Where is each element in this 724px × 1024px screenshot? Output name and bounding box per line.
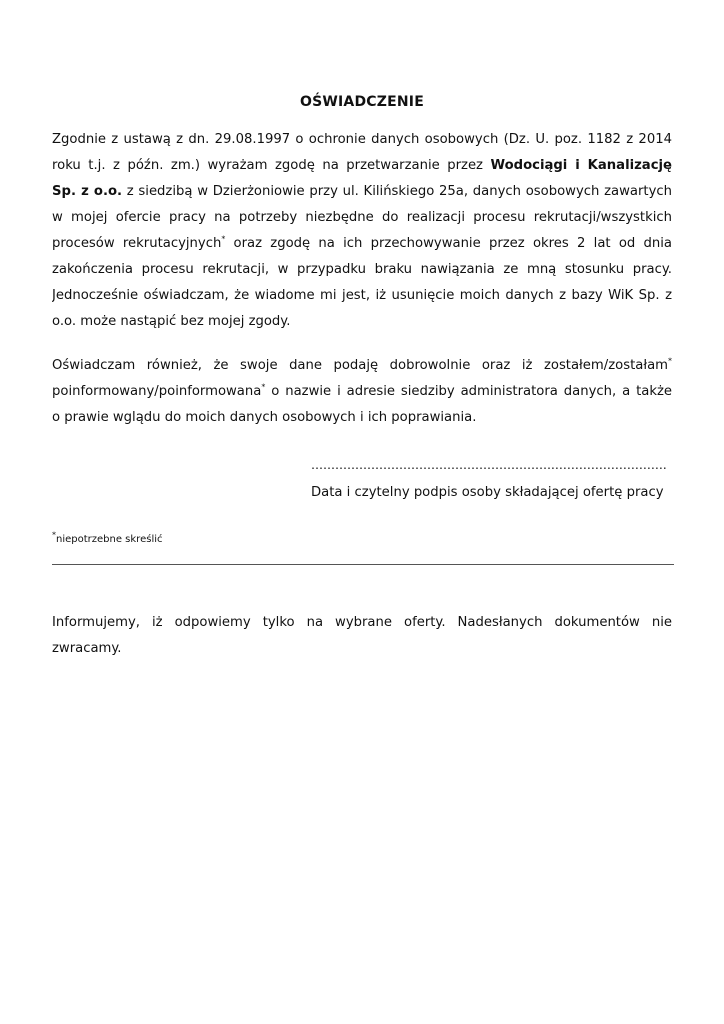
declaration-paragraph	[52, 353, 672, 431]
consent-line-1: Zgodnie z ustawą z dn. 29.08.1997 o ochronie danych osobowych (Dz. U. poz. 1182 z 2014	[52, 132, 672, 147]
footnote-marker: *	[261, 382, 266, 392]
footnote-text: niepotrzebne skreślić	[56, 534, 163, 545]
consent-line-3-text: z siedzibą w Dzierżoniowie przy ul. Kilińskiego 25a, danych osobowych zawartych	[122, 184, 672, 199]
signature-line: …………………………………………………….……………………….	[311, 458, 667, 472]
declaration-line-3: o prawie wglądu do moich danych osobowych i ich poprawiania.	[52, 410, 477, 425]
divider-line	[52, 564, 674, 565]
company-name: Wodociągi i Kanalizację	[490, 158, 672, 173]
declaration-line-1	[52, 353, 672, 379]
declaration-line-1-text: Oświadczam również, że swoje dane podaję dobrowolnie oraz iż zostałem/zostałam	[52, 358, 668, 373]
consent-line-6: zakończenia procesu rekrutacji, w przypadku braku nawiązania ze mną stosunku pracy.	[52, 262, 672, 277]
consent-line-4: w mojej ofercie pracy na potrzeby niezbędne do realizacji procesu rekrutacji/wszystkich	[52, 210, 672, 225]
company-legal-form: Sp. z o.o.	[52, 184, 123, 199]
consent-line-7: Jednocześnie oświadczam, że wiadome mi jest, iż usunięcie moich danych z bazy WiK Sp. z	[52, 288, 672, 303]
footnote	[52, 530, 163, 545]
consent-line-3	[52, 179, 672, 205]
declaration-line-2	[52, 379, 672, 405]
consent-line-2-text: roku t.j. z późn. zm.) wyrażam zgodę na przetwarzanie przez	[52, 158, 491, 173]
information-line-2: zwracamy.	[52, 641, 122, 656]
consent-paragraph	[52, 127, 672, 335]
consent-line-8: o.o. może nastąpić bez mojej zgody.	[52, 314, 291, 329]
signature-label: Data i czytelny podpis osoby składającej ofertę pracy	[311, 485, 664, 500]
document-title: OŚWIADCZENIE	[300, 94, 424, 110]
footnote-star: *	[52, 530, 56, 540]
consent-line-2	[52, 153, 672, 179]
footnote-marker: *	[221, 234, 226, 244]
consent-line-5-text-b: oraz zgodę na ich przechowywanie przez okres 2 lat od dnia	[225, 236, 672, 251]
declaration-line-2-text-b: o nazwie i adresie siedziby administratora danych, a także	[265, 384, 672, 399]
consent-line-5-text-a: procesów rekrutacyjnych	[52, 236, 222, 251]
declaration-line-2-text-a: poinformowany/poinformowana	[52, 384, 262, 399]
consent-line-5	[52, 231, 672, 257]
information-line-1: Informujemy, iż odpowiemy tylko na wybrane oferty. Nadesłanych dokumentów nie	[52, 615, 672, 630]
footnote-marker: *	[668, 356, 672, 366]
information-paragraph	[52, 610, 672, 662]
